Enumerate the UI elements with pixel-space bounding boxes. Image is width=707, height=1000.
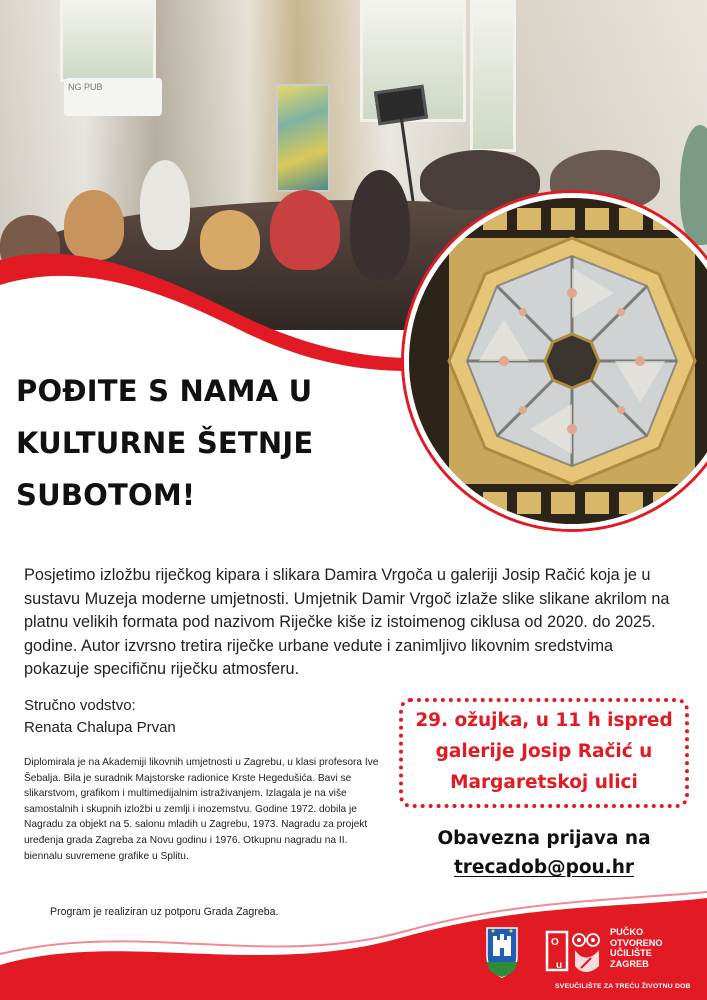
support-note: Program je realiziran uz potporu Grada Zagreba. bbox=[50, 906, 279, 918]
pou-name-line: ZAGREB bbox=[610, 958, 649, 969]
pou-subtitle: SVEUČILIŠTE ZA TREĆU ŽIVOTNU DOB bbox=[555, 983, 691, 990]
zagreb-coat-of-arms-icon bbox=[485, 926, 519, 978]
registration-email-link[interactable] bbox=[399, 857, 689, 878]
guide-name: Renata Chalupa Prvan bbox=[24, 719, 176, 736]
headline bbox=[16, 365, 376, 521]
event-line: 29. ožujka, u 11 h ispred bbox=[415, 710, 673, 731]
studio-lamp bbox=[374, 85, 428, 126]
headline-line: SUBOTOM! bbox=[16, 478, 196, 512]
event-line: Margaretskoj ulici bbox=[450, 772, 638, 793]
event-details bbox=[399, 705, 689, 798]
window bbox=[470, 0, 516, 152]
email-text[interactable]: trecadob@pou.hr bbox=[453, 857, 635, 878]
guide-label: Stručno vodstvo: bbox=[24, 697, 136, 714]
event-line: galerije Josip Račić u bbox=[435, 741, 653, 762]
headline-line: KULTURNE ŠETNJE bbox=[16, 426, 314, 460]
intro-paragraph: Posjetimo izložbu riječkog kipara i slikara Damira Vrgoča u galeriji Josip Račić koja je u sustavu Muzeja moderne umjetnosti. Umjetnik Damir Vrgoč izlaže slike slikane akrilom na platnu velikih formata pod nazivom Riječke kiše iz istoimenog ciklusa od 2020. do 2025. godine. Autor izvrsno tretira riječke urbane vedute i zanimljivo likovnim sredstvima pokazuje specifičnu riječku atmosferu. bbox=[24, 566, 670, 678]
svg-text:u: u bbox=[556, 960, 563, 971]
headline-line: POĐITE S NAMA U bbox=[16, 374, 313, 408]
pou-name-line: OTVORENO bbox=[610, 937, 663, 948]
pou-name-line: PUČKO bbox=[610, 927, 644, 937]
window bbox=[60, 0, 156, 82]
pou-logo-icon bbox=[545, 928, 607, 978]
guide-bio: Diplomirala je na Akademiji likovnih umjetnosti u Zagrebu, u klasi profesora Ive Šebalja. Bila je suradnik Majstorske radionice Krste Hegedušića. Bavi se slikarstvom, grafikom i multimedijalnim istraživanjem. Izlagala je na više samostalnih i skupnih izložbi u zemlji i inozemstvu. Godine 1972. dobila je Nagradu za objekt na 5. salonu mladih u Zagrebu, 1973. Nagradu za projekt uređenja grada Zagreba za Novu godinu i 1976. Otkupnu nagradu na II. biennalu suvremene grafike u Splitu. bbox=[24, 757, 379, 862]
pub-sign: NG PUB bbox=[64, 78, 162, 116]
painting bbox=[276, 84, 330, 192]
pou-name-line: UČILIŠTE bbox=[610, 948, 652, 958]
pou-name bbox=[610, 927, 663, 969]
svg-text:O: O bbox=[551, 937, 559, 948]
registration-label: Obavezna prijava na bbox=[437, 828, 651, 849]
